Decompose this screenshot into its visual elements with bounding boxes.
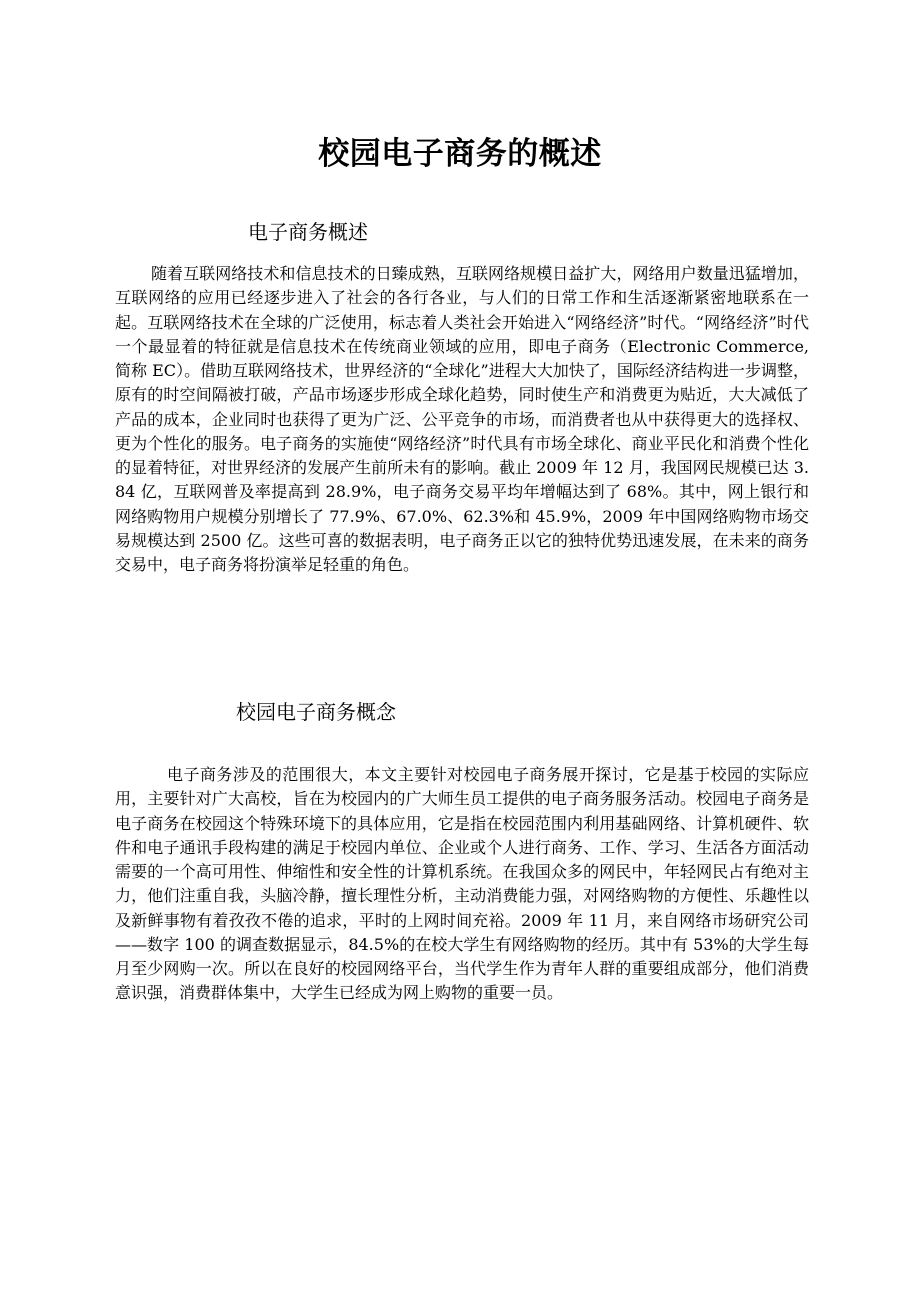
section-heading-campus-ecommerce-concept: 校园电子商务概念 bbox=[236, 700, 396, 724]
document-title: 校园电子商务的概述 bbox=[318, 136, 602, 172]
section-heading-ecommerce-overview: 电子商务概述 bbox=[248, 220, 368, 244]
paragraph-campus-ecommerce-concept: 电子商务涉及的范围很大，本文主要针对校园电子商务展开探讨，它是基于校园的实际应用，主要针对广大高校，旨在为校园内的广大师生员工提供的电子商务服务活动。校园电子商务是电子商务在校园这个特殊环境下的具体应用，它是指在校园范围内利用基础网络、计算机硬件、软件和电子通讯手段构建的满足于校园内单位、企业或个人进行商务、工作、学习、生活各方面活动需要的一个高可用性、伸缩性和安全性的计算机系统。在我国众多的网民中，年轻网民占有绝对主力，他们注重自我，头脑冷静，擅长理性分析，主动消费能力强，对网络购物的方便性、乐趣性以及新鲜事物有着孜孜不倦的追求，平时的上网时间充裕。2009 年 11 月，来自网络市场研究公司——数字 100 的调查数据显示，84.5%的在校大学生有网络购物的经历。其中有 53%的大学生每月至少网购一次。所以在良好的校园网络平台，当代学生作为青年人群的重要组成部分，他们消费意识强，消费群体集中，大学生已经成为网上购物的重要一员。 bbox=[115, 765, 809, 1003]
paragraph-ecommerce-overview: 随着互联网络技术和信息技术的日臻成熟，互联网络规模日益扩大，网络用户数量迅猛增加，互联网络的应用已经逐步进入了社会的各行各业，与人们的日常工作和生活逐渐紧密地联系在一起。互联网络技术在全球的广泛使用，标志着人类社会开始进入“网络经济”时代。“网络经济”时代一个最显着的特征就是信息技术在传统商业领域的应用，即电子商务（Electronic Commerce, 简称 EC）。借助互联网络技术，世界经济的“全球化”进程大大加快了，国际经济结构进一步调整，原有的时空间隔被打破，产品市场逐步形成全球化趋势，同时使生产和消费更为贴近，大大减低了产品的成本，企业同时也获得了更为广泛、公平竞争的市场，而消费者也从中获得更大的选择权、更为个性化的服务。电子商务的实施使“网络经济”时代具有市场全球化、商业平民化和消费个性化的显着特征，对世界经济的发展产生前所未有的影响。截止 2009 年 12 月，我国网民规模已达 3.84 亿，互联网普及率提高到 28.9%，电子商务交易平均年增幅达到了 68%。其中，网上银行和网络购物用户规模分别增长了 77.9%、67.0%、62.3%和 45.9%，2009 年中国网络购物市场交易规模达到 2500 亿。这些可喜的数据表明，电子商务正以它的独特优势迅速发展，在未来的商务交易中，电子商务将扮演举足轻重的角色。 bbox=[115, 264, 809, 574]
